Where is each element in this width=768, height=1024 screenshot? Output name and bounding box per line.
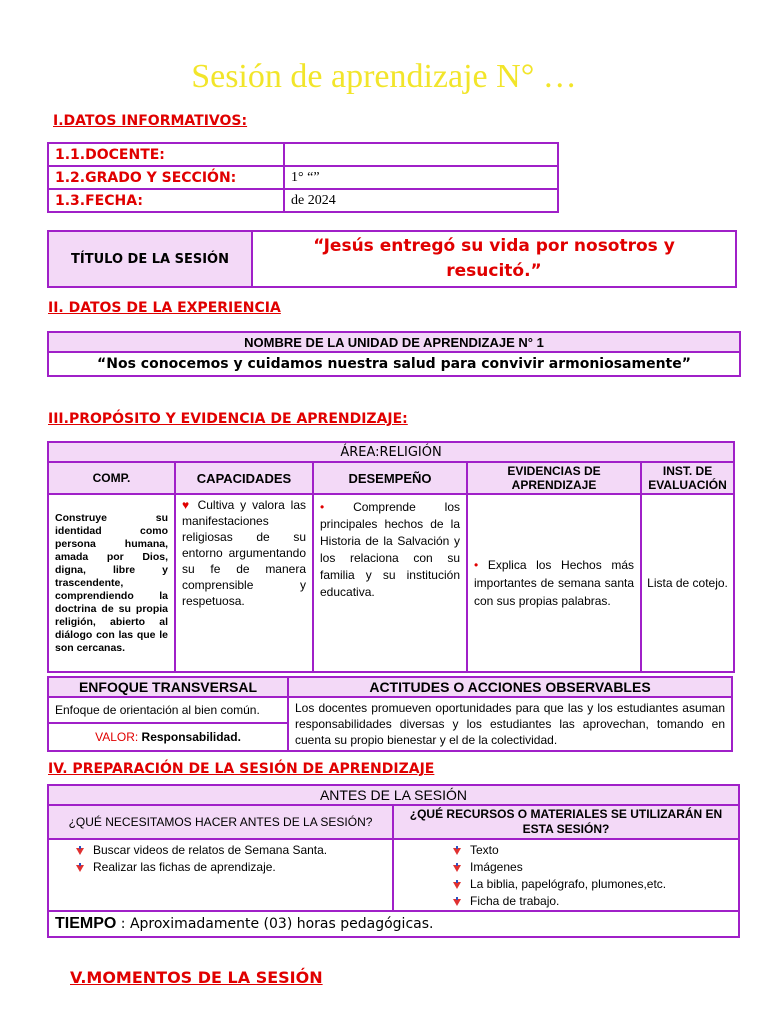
desempeno-cell: [313, 494, 467, 672]
arrow-bullet-icon: [452, 846, 462, 856]
evidencia-text: Explica los Hechos más importantes de semana santa con sus propias palabras.: [474, 558, 634, 608]
docente-label: 1.1.DOCENTE:: [48, 143, 284, 166]
comp-header: COMP.: [48, 462, 175, 494]
antes-item-text: Buscar videos de relatos de Semana Santa.: [93, 843, 328, 857]
desempeno-header: DESEMPEÑO: [313, 462, 467, 494]
arrow-bullet-icon: [75, 846, 85, 856]
q1-header: ¿QUÉ NECESITAMOS HACER ANTES DE LA SESIÓN?: [48, 805, 393, 839]
capacidades-header: CAPACIDADES: [175, 462, 313, 494]
list-item: [446, 842, 734, 859]
arrow-bullet-icon: [452, 863, 462, 873]
heart-bullet-icon: ♥: [182, 498, 192, 512]
actitudes-value: Los docentes promueven oportunidades para que las y los estudiantes asuman responsabilidades diversas y los estudiantes las aprovechan, tomando en cuenta su propio bienestar y el de la colectividad.: [288, 697, 732, 751]
antes-list-cell: [48, 839, 393, 911]
titulo-table: [47, 230, 737, 288]
evidencia-cell: [467, 494, 641, 672]
section-proposito: III.PROPÓSITO Y EVIDENCIA DE APRENDIZAJE:: [48, 411, 408, 427]
list-item: [446, 893, 734, 910]
enfoque-table: [47, 676, 733, 752]
arrow-bullet-icon: [452, 897, 462, 907]
enfoque-header: ENFOQUE TRANSVERSAL: [48, 677, 288, 697]
section-momentos: V.MOMENTOS DE LA SESIÓN: [70, 968, 323, 987]
valor-value: Responsabilidad.: [141, 729, 241, 744]
arrow-bullet-icon: [452, 880, 462, 890]
recursos-list: [446, 842, 734, 910]
unidad-header: NOMBRE DE LA UNIDAD DE APRENDIZAJE N° 1: [48, 332, 740, 352]
instrumento-cell: Lista de cotejo.: [641, 494, 734, 672]
actitudes-header: ACTITUDES O ACCIONES OBSERVABLES: [288, 677, 732, 697]
comp-cell: Construye su identidad como persona humana, amada por Dios, digna, libre y trascendente, comprendiendo la doctrina de su propia religión, abierto al diálogo con las que le son cercanas.: [48, 494, 175, 672]
docente-value: [284, 143, 558, 166]
recurso-item-text: Imágenes: [470, 860, 523, 874]
antes-item-text: Realizar las fichas de aprendizaje.: [93, 860, 276, 874]
capacidad-cell: [175, 494, 313, 672]
titulo-label: TÍTULO DE LA SESIÓN: [48, 231, 252, 287]
list-item: [446, 859, 734, 876]
area-header: ÁREA:RELIGIÓN: [48, 442, 734, 462]
list-item: [69, 859, 388, 876]
arrow-bullet-icon: [75, 863, 85, 873]
recurso-item-text: Ficha de trabajo.: [470, 894, 560, 908]
proposito-table: [47, 441, 735, 673]
preparacion-table: [47, 784, 740, 938]
evidencias-header: EVIDENCIAS DE APRENDIZAJE: [467, 462, 641, 494]
list-item: [69, 842, 388, 859]
tiempo-cell: [48, 911, 739, 937]
unidad-table: [47, 331, 741, 377]
recurso-item-text: Texto: [470, 843, 499, 857]
recursos-list-cell: [393, 839, 739, 911]
section-datos-experiencia: II. DATOS DE LA EXPERIENCIA: [48, 300, 281, 316]
desempeno-text: Comprende los principales hechos de la Historia de la Salvación y los relaciona con su familia y su institución educativa.: [320, 500, 460, 599]
dot-bullet-icon: •: [320, 500, 325, 514]
page-title: Sesión de aprendizaje N° …: [191, 58, 577, 95]
section-preparacion: IV. PREPARACIÓN DE LA SESIÓN DE APRENDIZAJE: [48, 761, 435, 777]
tiempo-value: : Aproximadamente (03) horas pedagógicas.: [120, 916, 434, 932]
dot-bullet-icon: •: [474, 558, 479, 572]
q2-header: ¿QUÉ RECURSOS O MATERIALES SE UTILIZARÁN EN ESTA SESIÓN?: [393, 805, 739, 839]
recurso-item-text: La biblia, papelógrafo, plumones,etc.: [470, 877, 667, 891]
valor-cell: [48, 723, 288, 751]
capacidad-text: Cultiva y valora las manifestaciones religiosas de su entorno argumentando su fe de manera comprensible y respetuosa.: [182, 498, 306, 608]
valor-label: VALOR:: [95, 729, 139, 744]
fecha-value: de 2024: [284, 189, 558, 212]
antes-header: ANTES DE LA SESIÓN: [48, 785, 739, 805]
antes-list: [69, 842, 388, 876]
titulo-value: “Jesús entregó su vida por nosotros y resucitó.”: [252, 231, 736, 287]
fecha-label: 1.3.FECHA:: [48, 189, 284, 212]
instrumento-header: INST. DE EVALUACIÓN: [641, 462, 734, 494]
enfoque-value: Enfoque de orientación al bien común.: [48, 697, 288, 723]
grado-value: 1° “”: [284, 166, 558, 189]
list-item: [446, 876, 734, 893]
unidad-name: “Nos conocemos y cuidamos nuestra salud para convivir armoniosamente”: [48, 352, 740, 376]
tiempo-label: TIEMPO: [55, 915, 117, 932]
datos-table: [47, 142, 559, 213]
grado-label: 1.2.GRADO Y SECCIÓN:: [48, 166, 284, 189]
section-datos-informativos: I.DATOS INFORMATIVOS:: [53, 113, 248, 129]
